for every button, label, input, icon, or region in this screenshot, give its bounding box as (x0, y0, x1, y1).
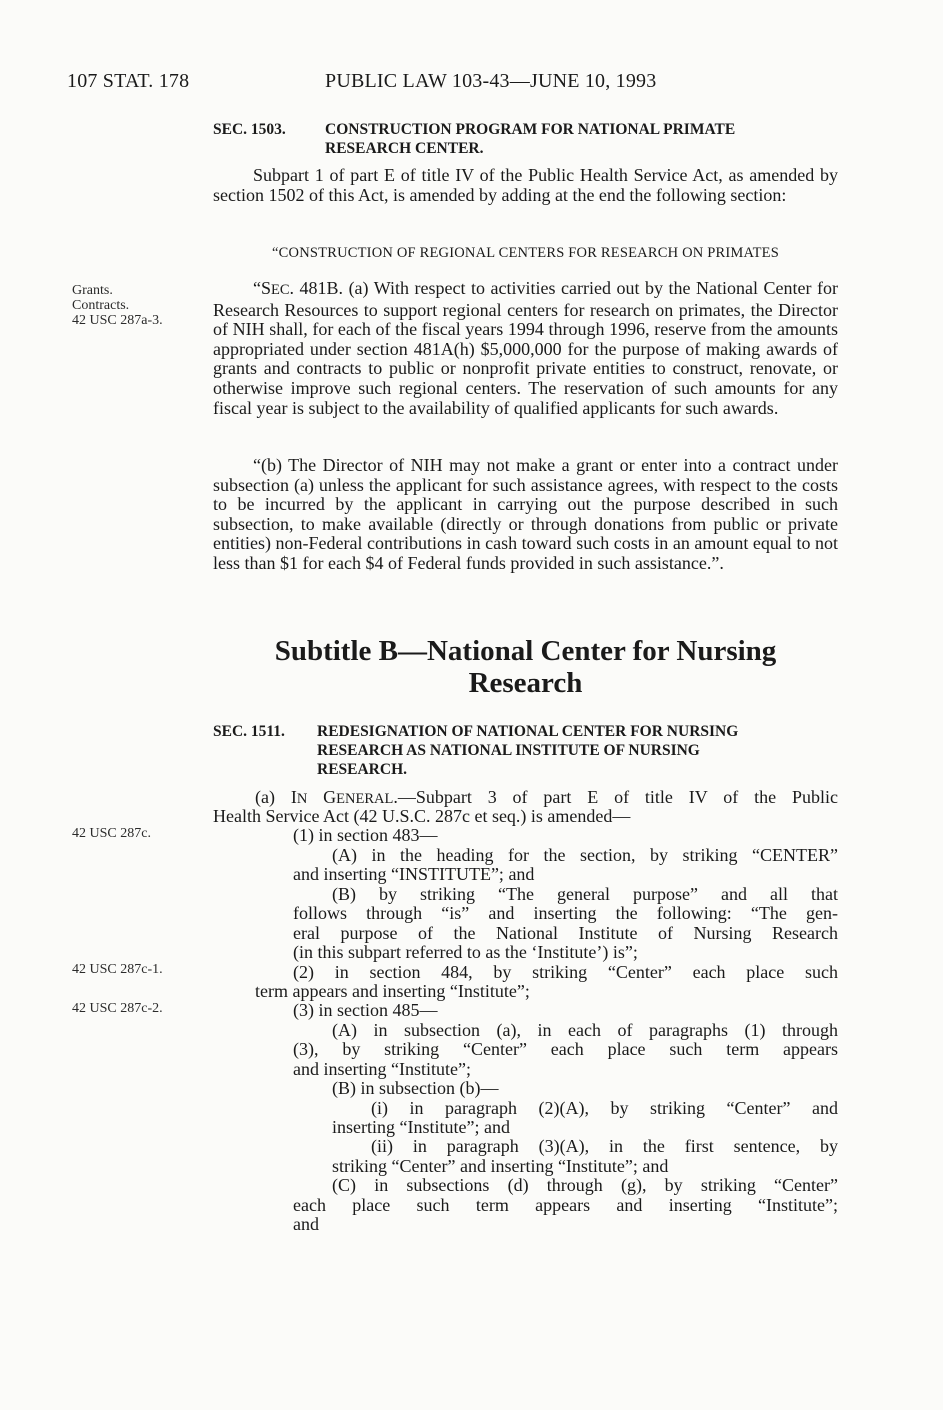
amend-line-13: and inserting “Institute”; (293, 1059, 471, 1079)
amend-line-08: (2) in section 484, by striking “Center” each place such (293, 962, 838, 982)
margin-note-usc-287c2: 42 USC 287c-2. (72, 1001, 163, 1016)
amend-line-03: and inserting “INSTITUTE”; and (293, 864, 535, 884)
amend-line-05: follows through “is” and inserting the following: “The gen- (293, 903, 838, 923)
margin-note-usc-287a3: 42 USC 287a-3. (72, 313, 163, 328)
sec-1503-title-line1: CONSTRUCTION PROGRAM FOR NATIONAL PRIMATE (325, 121, 736, 138)
amend-line-19: (C) in subsections (d) through (g), by striking “Center” (332, 1175, 838, 1195)
amend-line-21: and (293, 1214, 319, 1234)
amend-line-15: (i) in paragraph (2)(A), by striking “Center” and (371, 1098, 838, 1118)
subtitle-line1: Subtitle B—National Center for Nursing (274, 635, 777, 667)
margin-note-contracts: Contracts. (72, 298, 130, 313)
sec-481b-a-text: . 481B. (a) With respect to activities carried out by the National Center for Research Resources to support regional centers for research on primates, the Director of NIH shall, for each of the fiscal years 1994 through 1996, reserve from the amounts appropriated under section 481A(h) $5,000,000 for the purpose of making awards of grants and contracts to public or nonprofit private entities to construct, renovate, or otherwise improve such regional centers. The reservation of such amounts for any fiscal year is subject to the availability of qualified applicants for such awards. (213, 278, 838, 418)
sec-1511-a-text-line1: .—Subpart 3 of part E of title IV of the Public (393, 787, 838, 807)
subtitle-heading (213, 635, 838, 699)
sec-481b-subsection-b: “(b) The Director of NIH may not make a grant or enter into a contract under subsection (a) unless the applicant for such assistance agrees, with respect to the costs to be incurred by the applicant in carrying out the purpose described in such subsection, to make available (directly or through donations from public or private entities) non-Federal contributions in cash toward such costs in an amount equal to not less than $1 for each $4 of Federal funds provided in such assistance.”. (213, 455, 838, 573)
sec-1503-heading (213, 120, 838, 158)
amend-line-07: (in this subpart referred to as the ‘Institute’) is”; (293, 942, 638, 962)
sec-1511-title-line1: REDESIGNATION OF NATIONAL CENTER FOR NURSING (317, 723, 739, 740)
amend-line-10: (3) in section 485— (293, 1000, 438, 1020)
sec-1511-a-lead-sc: N (296, 791, 308, 807)
amend-line-04: (B) by striking “The general purpose” and all that (332, 884, 838, 904)
sec-481b-lead: “S (253, 278, 271, 298)
amend-line-02: (A) in the heading for the section, by striking “CENTER” (332, 845, 838, 865)
page-stat-number: 107 STAT. 178 (67, 70, 190, 92)
amend-line-16: inserting “Institute”; and (332, 1117, 510, 1137)
sec-1503-title-line2: RESEARCH CENTER. (325, 140, 484, 157)
sec-1511-heading (213, 722, 838, 779)
amend-line-01: (1) in section 483— (293, 825, 438, 845)
sec-1511-a-lead: (a) I (255, 787, 297, 807)
amend-line-12: (3), by striking “Center” each place such term appears (293, 1039, 838, 1059)
sec-1511-label: SEC. 1511. (213, 723, 285, 740)
sec-1511-title-line2: RESEARCH AS NATIONAL INSTITUTE OF NURSING (317, 742, 700, 759)
amend-line-20: each place such term appears and inserting “Institute”; (293, 1195, 838, 1215)
amend-line-17: (ii) in paragraph (3)(A), in the first sentence, by (371, 1136, 838, 1156)
sec-481b-caption: “CONSTRUCTION OF REGIONAL CENTERS FOR RESEARCH ON PRIMATES (272, 245, 779, 261)
amend-line-09: term appears and inserting “Institute”; (255, 981, 530, 1001)
margin-note-usc-287c: 42 USC 287c. (72, 826, 151, 841)
sec-1511-a-lead2: G (307, 787, 337, 807)
subtitle-line2: Research (468, 667, 583, 699)
amend-line-14: (B) in subsection (b)— (332, 1078, 499, 1098)
sec-1503-intro-paragraph: Subpart 1 of part E of title IV of the Public Health Service Act, as amended by section 1502 of this Act, is amended by adding at the end the following section: (213, 165, 838, 205)
amend-line-06: eral purpose of the National Institute of Nursing Research (293, 923, 838, 943)
margin-note-usc-287c1: 42 USC 287c-1. (72, 962, 163, 977)
amend-line-11: (A) in subsection (a), in each of paragraphs (1) through (332, 1020, 838, 1040)
margin-note-grants: Grants. (72, 283, 113, 298)
page-running-title: PUBLIC LAW 103-43—JUNE 10, 1993 (325, 70, 657, 92)
amend-line-18: striking “Center” and inserting “Institute”; and (332, 1156, 669, 1176)
sec-1503-label: SEC. 1503. (213, 121, 286, 138)
sec-481b-lead-smallcaps: EC (271, 282, 290, 298)
sec-481b-subsection-a (213, 279, 838, 418)
sec-1511-title-line3: RESEARCH. (317, 761, 408, 778)
sec-1511-a-lead2-sc: ENERAL (336, 791, 394, 807)
sec-1511-a-line2: Health Service Act (42 U.S.C. 287c et seq.) is amended— (213, 806, 631, 826)
